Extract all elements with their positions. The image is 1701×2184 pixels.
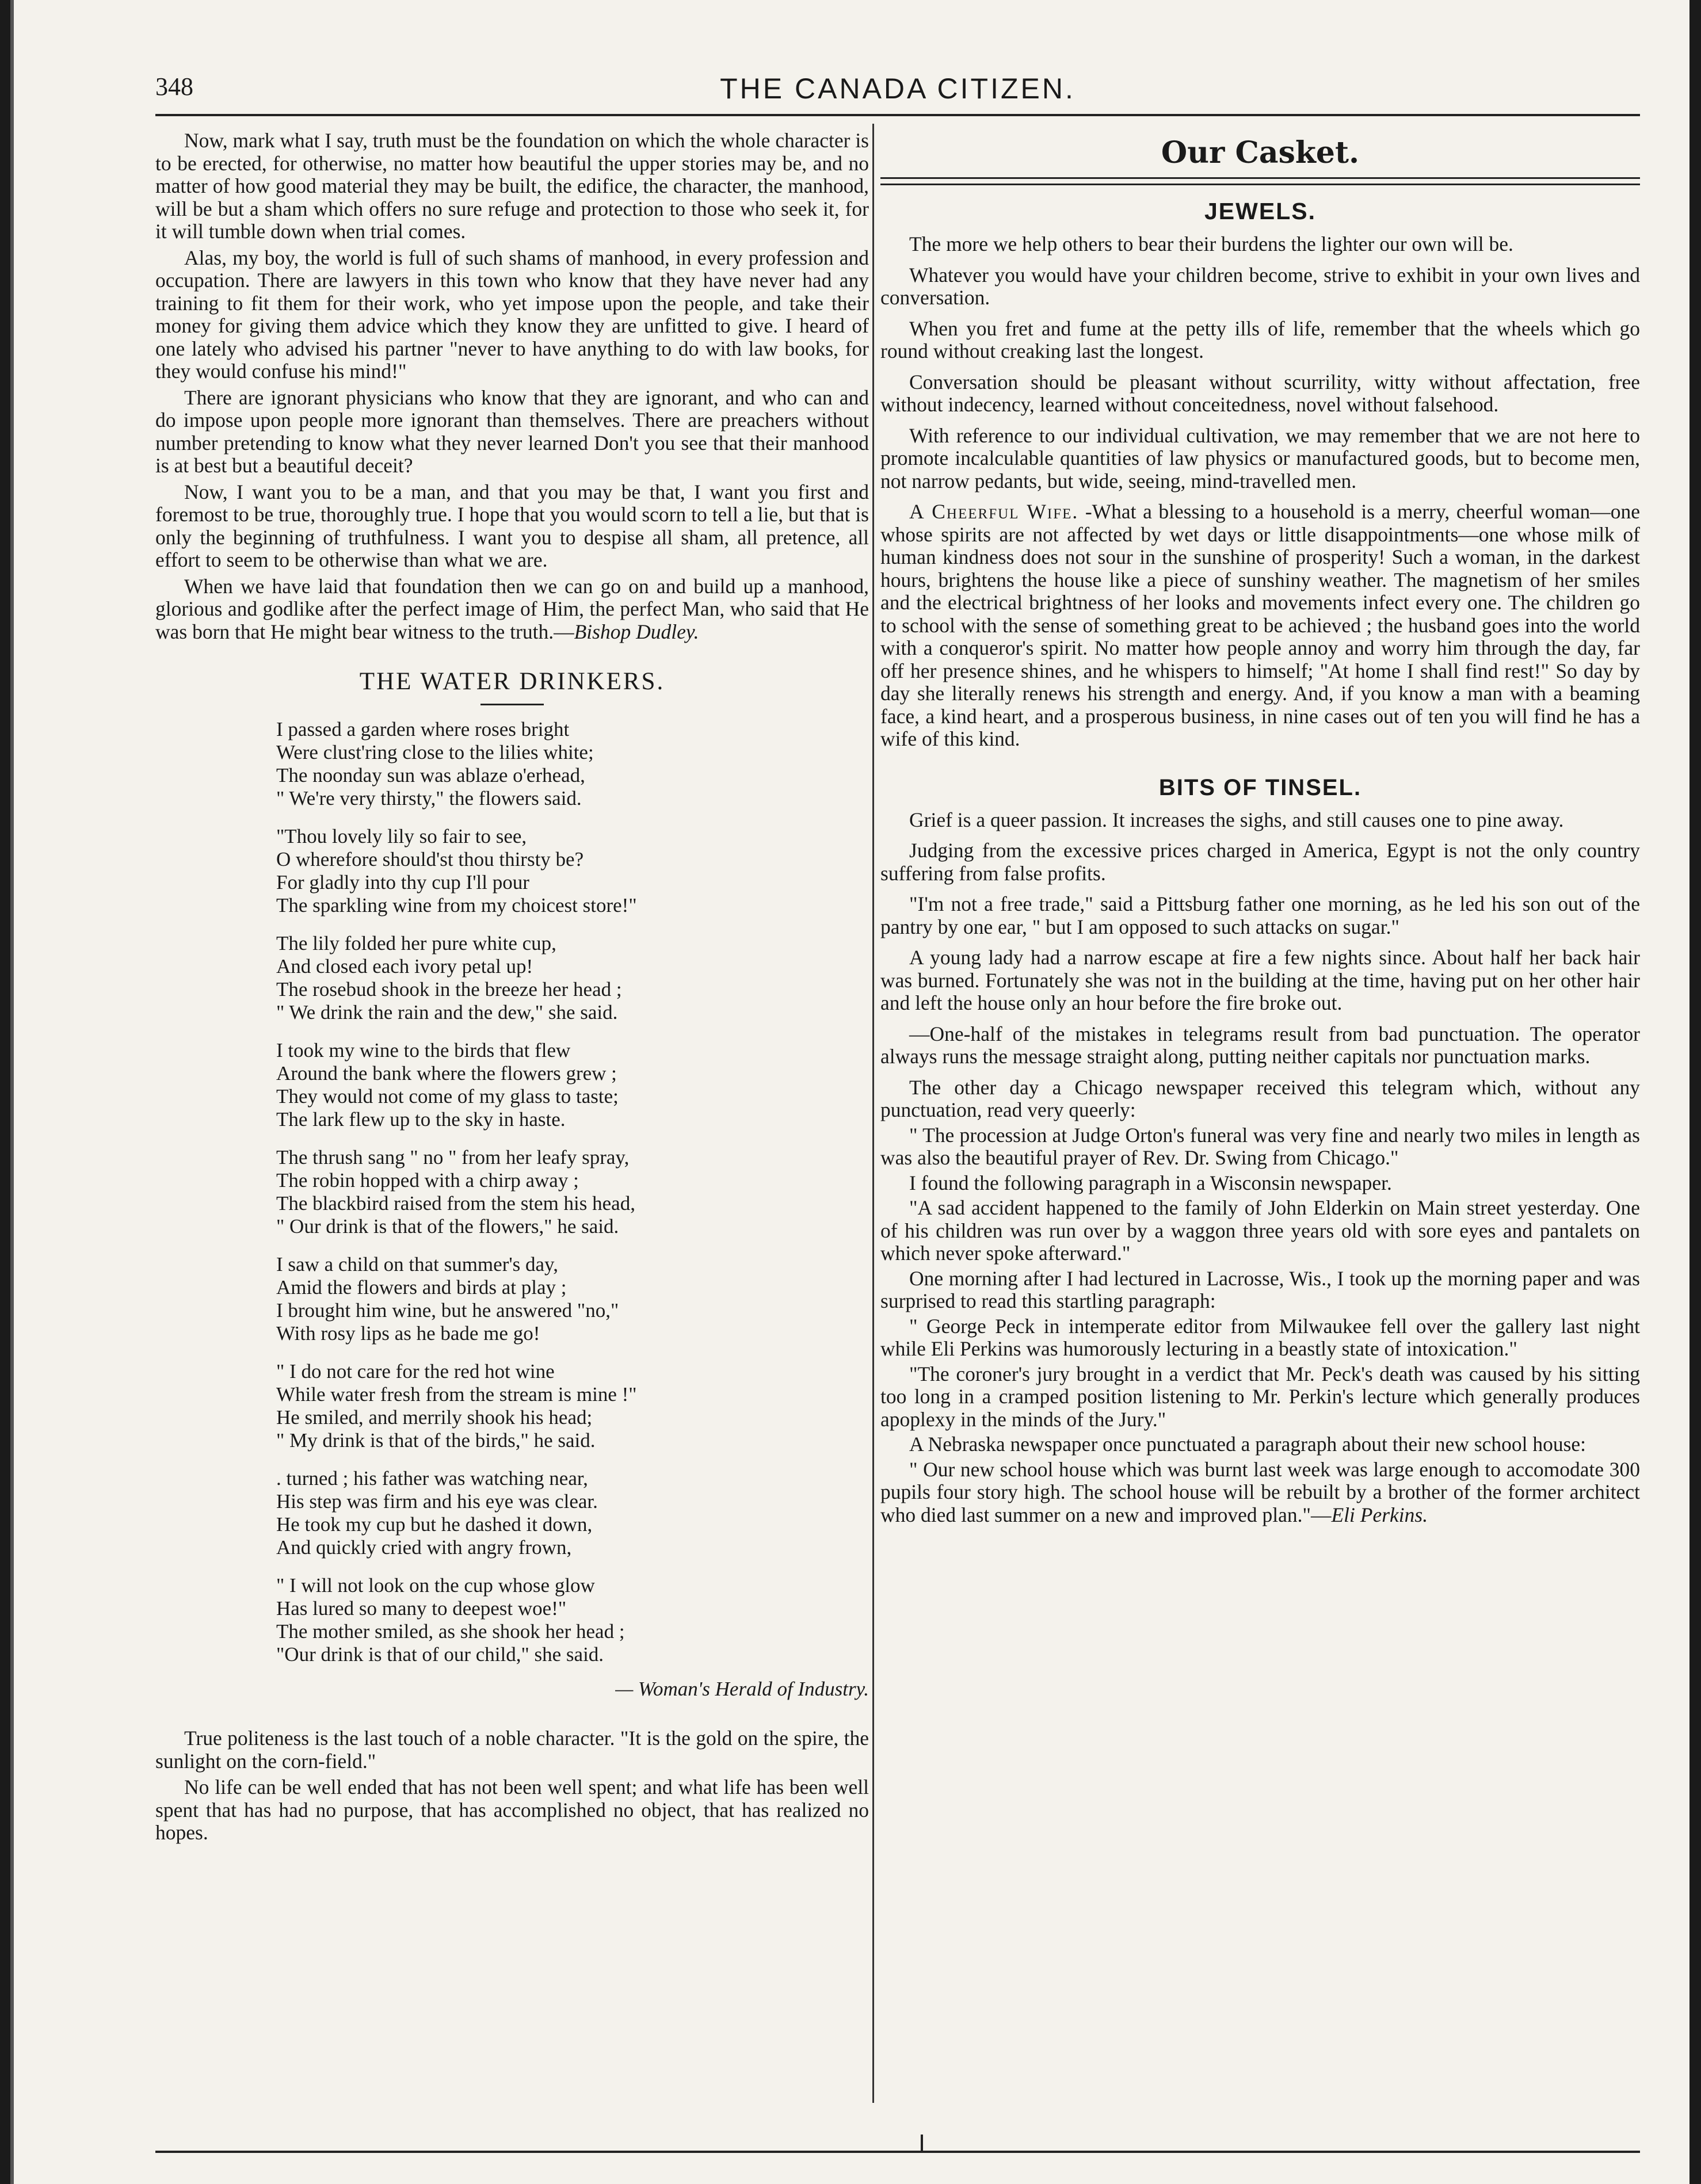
poem-stanza	[276, 1574, 869, 1666]
tinsel-item	[880, 1172, 1640, 1195]
tinsel-item-text: I found the following paragraph in a Wisconsin newspaper.	[909, 1171, 1392, 1194]
article-paragraph: Alas, my boy, the world is full of such shams of manhood, in every profession and occupation. There are lawyers in this town who know that they have never had any training to fit them for their work, who yet impose upon the people, and take their money for giving them advice which they know they are unfitted to give. I heard of one lately who advised his partner "never to have anything to do with law books, for they would confuse his mind!"	[155, 246, 869, 383]
poem-line: O wherefore should'st thou thirsty be?	[276, 848, 584, 870]
poem-stanza	[276, 1039, 869, 1131]
tinsel-list	[880, 809, 1640, 1527]
poem-line: The rosebud shook in the breeze her head ;	[276, 978, 622, 1001]
cheerful-wife-paragraph	[880, 501, 1640, 751]
tinsel-item-text: "A sad accident happened to the family of John Elderkin on Main street yesterday. One of his children was run over by a waggon three years old with sore eyes and pantalets on which never spoke afterward."	[880, 1196, 1640, 1265]
tinsel-item-text: " Our new school house which was burnt last week was large enough to accomodate 300 pupils four story high. The school house will be rebuilt by a brother of the former architect who died last summer on a new and improved plan."—	[880, 1457, 1640, 1526]
poem-stanza	[276, 718, 869, 810]
poem-line: "Our drink is that of our child," she said.	[276, 1643, 604, 1666]
tinsel-item-text: A Nebraska newspaper once punctuated a paragraph about their new school house:	[909, 1433, 1586, 1456]
tinsel-item	[880, 1023, 1640, 1068]
poem-line: His step was firm and his eye was clear.	[276, 1490, 598, 1513]
poem-line: The sparkling wine from my choicest store!"	[276, 894, 637, 917]
poem-stanza	[276, 1146, 869, 1238]
page-number: 348	[155, 72, 193, 101]
poem-line: Were clust'ring close to the lilies white;	[276, 741, 594, 763]
tinsel-item	[880, 1267, 1640, 1313]
poem-stanza	[276, 932, 869, 1024]
tinsel-item-text: A young lady had a narrow escape at fire a few nights since. About half her back hair was burned. Fortunately she was not in the building at the time, having put on her other hair and left the house only an hour before the fire broke out.	[880, 946, 1640, 1014]
jewel-item: Whatever you would have your children become, strive to exhibit in your own lives and conversation.	[880, 263, 1640, 309]
double-rule	[880, 177, 1640, 185]
poem-stanza	[276, 1360, 869, 1452]
tinsel-item-text: —One-half of the mistakes in telegrams result from bad punctuation. The operator always runs the message straight along, putting neither capitals nor punctuation marks.	[880, 1022, 1640, 1068]
tinsel-item	[880, 1363, 1640, 1431]
jewel-item: Conversation should be pleasant without scurrility, witty without affectation, free without indecency, learned without conceitedness, novel without falsehood.	[880, 370, 1640, 416]
poem-line: The lark flew up to the sky in haste.	[276, 1108, 566, 1131]
poem-line: The lily folded her pure white cup,	[276, 932, 556, 954]
jewel-item: When you fret and fume at the petty ills of life, remember that the wheels which go round without creaking last the longest.	[880, 316, 1640, 362]
scan-edge-right	[1689, 0, 1701, 2184]
poem-line: The noonday sun was ablaze o'erhead,	[276, 764, 585, 786]
tinsel-item-text: "The coroner's jury brought in a verdict that Mr. Peck's death was caused by his sitting too long in a cramped position listening to Mr. Perkin's lecture which generally produces apoplexy in the minds of the Jury."	[880, 1362, 1640, 1431]
tinsel-item-text: " The procession at Judge Orton's funeral was very fine and nearly two miles in length as was also the beautiful prayer of Rev. Dr. Swing from Chicago."	[880, 1123, 1640, 1169]
article-paragraph-last	[155, 575, 869, 644]
poem-line: The blackbird raised from the stem his head,	[276, 1192, 635, 1215]
left-column	[155, 129, 869, 1848]
article-paragraph: There are ignorant physicians who know that they are ignorant, and who can and do impose upon people more ignorant than themselves. There are preachers without number pretending to know what they never learned Don't you see that their manhood is at best but a beautiful deceit?	[155, 385, 869, 477]
tinsel-byline: Eli Perkins.	[1331, 1503, 1428, 1526]
right-column	[880, 129, 1640, 1529]
tinsel-item	[880, 1315, 1640, 1361]
tinsel-item	[880, 893, 1640, 938]
page-header	[155, 72, 1640, 112]
poem-line: With rosy lips as he bade me go!	[276, 1322, 540, 1345]
closing-paragraph: No life can be well ended that has not been well spent; and what life has been well spent that has had no purpose, that has accomplished no object, that has realized no hopes.	[155, 1776, 869, 1844]
poem-stanza	[276, 825, 869, 917]
article-byline: Bishop Dudley.	[574, 620, 699, 643]
tinsel-item-text: Grief is a queer passion. It increases the sighs, and still causes one to pine away.	[909, 808, 1564, 831]
tinsel-item	[880, 1458, 1640, 1527]
masthead-title: THE CANADA CITIZEN.	[720, 72, 1075, 105]
header-rule	[155, 114, 1640, 116]
poem-line: I saw a child on that summer's day,	[276, 1253, 559, 1276]
poem-line: " My drink is that of the birds," he said.	[276, 1429, 596, 1452]
poem-line: "Thou lovely lily so fair to see,	[276, 825, 527, 847]
tinsel-item-text: Judging from the excessive prices charged in America, Egypt is not the only country suffering from false profits.	[880, 839, 1640, 885]
closing-paragraph: True politeness is the last touch of a noble character. "It is the gold on the spire, the sunlight on the corn-field."	[155, 1727, 869, 1773]
cheerful-wife-lead: A Cheerful Wife.	[909, 500, 1079, 523]
tinsel-item	[880, 1197, 1640, 1265]
poem-line: The mother smiled, as she shook her head ;	[276, 1620, 625, 1643]
poem-line: The thrush sang " no " from her leafy spray,	[276, 1146, 630, 1169]
poem-line: He smiled, and merrily shook his head;	[276, 1406, 593, 1429]
poem-line: " Our drink is that of the flowers," he said.	[276, 1215, 619, 1238]
jewel-item: With reference to our individual cultivation, we may remember that we are not here to promote incalculable quantities of law physics or manufactured goods, but to become men, not narrow pedants, but wide, seeing, mind-travelled men.	[880, 423, 1640, 492]
poem-attribution: — Woman's Herald of Industry.	[615, 1678, 869, 1700]
poem-line: " We drink the rain and the dew," she said.	[276, 1001, 618, 1024]
poem-line: He took my cup but he dashed it down,	[276, 1513, 593, 1536]
poem-line: . turned ; his father was watching near,	[276, 1467, 588, 1490]
poem-line: And closed each ivory petal up!	[276, 955, 533, 978]
poem-line: For gladly into thy cup I'll pour	[276, 871, 529, 894]
tinsel-item-text: One morning after I had lectured in Lacrosse, Wis., I took up the morning paper and was surprised to read this startling paragraph:	[880, 1266, 1640, 1312]
jewel-item: The more we help others to bear their burdens the lighter our own will be.	[909, 232, 1513, 255]
poem-line: While water fresh from the stream is mine !"	[276, 1383, 637, 1406]
poem	[155, 718, 869, 1666]
poem-stanza	[276, 1467, 869, 1559]
poem-line: Around the bank where the flowers grew ;	[276, 1062, 617, 1085]
poem-line: And quickly cried with angry frown,	[276, 1536, 572, 1559]
tinsel-item-text: " George Peck in intemperate editor from Milwaukee fell over the gallery last night while Eli Perkins was humorously lecturing in a beastly state of intoxication."	[880, 1314, 1640, 1360]
article-paragraph-text: When we have laid that foundation then we can go on and build up a manhood, glorious and godlike after the perfect image of Him, the perfect Man, who said that He was born that He might bear witness to the truth.—	[155, 574, 869, 643]
section-title-tinsel: BITS OF TINSEL.	[1158, 774, 1362, 800]
tinsel-item	[880, 1433, 1640, 1456]
article-paragraph: Now, I want you to be a man, and that you may be that, I want you first and foremost to be true, thoroughly true. I hope that you would scorn to tell a lie, but that is only the beginning of truthfulness. I want you to despise all sham, all pretence, all effort to seem to be otherwise than what we are.	[155, 480, 869, 571]
poem-line: Amid the flowers and birds at play ;	[276, 1276, 567, 1299]
poem-line: I took my wine to the birds that flew	[276, 1039, 571, 1062]
section-title-jewels: JEWELS.	[1204, 198, 1316, 224]
tinsel-item-text: The other day a Chicago newspaper received this telegram which, without any punctuation, read very queerly:	[880, 1075, 1640, 1121]
poem-line: I passed a garden where roses bright	[276, 718, 570, 740]
tinsel-item	[880, 1124, 1640, 1170]
poem-line: " I will not look on the cup whose glow	[276, 1574, 595, 1597]
section-title-casket: Our Casket.	[1161, 135, 1360, 170]
title-rule	[480, 704, 544, 705]
tinsel-item	[880, 1076, 1640, 1122]
article-paragraph: Now, mark what I say, truth must be the foundation on which the whole character is to be erected, for otherwise, no matter how beautiful the upper stories may be, and no matter of how good material they may be built, the edifice, the character, the manhood, will be but a sham which offers no sure refuge and protection to those who seek it, for it will tumble down when trial comes.	[155, 129, 869, 243]
poem-stanza	[276, 1253, 869, 1345]
cheerful-wife-body: -What a blessing to a household is a merry, cheerful woman—one whose spirits are not affected by wet days or little disappointments—one whose milk of human kindness does not sour in the sunshine of prosperity! Such a woman, in the darkest hours, brightens the house like a piece of sunshiny weather. The magnetism of her smiles and the electrical brightness of her looks and movements infect every one. The children go to school with the sense of something great to be achieved ; the husband goes into the world with a conqueror's spirit. No matter how people annoy and worry him through the day, far off her presence shines, and he whispers to himself; "At home I shall find rest!" So day by day she literally renews his strength and energy. And, if you know a man with a beaming face, a kind heart, and a prosperous business, in nine cases out of ten you will find he has a wife of this kind.	[880, 500, 1640, 750]
poem-line: Has lured so many to deepest woe!"	[276, 1597, 567, 1620]
tinsel-item-text: "I'm not a free trade," said a Pittsburg father one morning, as he led his son out of the pantry by one ear, " but I am opposed to such attacks on sugar."	[880, 892, 1640, 938]
tinsel-item	[880, 946, 1640, 1015]
footer-rule	[155, 2151, 1640, 2153]
poem-line: They would not come of my glass to taste;	[276, 1085, 619, 1108]
poem-line: " I do not care for the red hot wine	[276, 1360, 555, 1383]
poem-title: THE WATER DRINKERS.	[359, 668, 665, 695]
tinsel-item	[880, 809, 1640, 832]
scan-edge-left	[0, 0, 22, 2184]
poem-line: I brought him wine, but he answered "no,"	[276, 1299, 619, 1322]
poem-line: The robin hopped with a chirp away ;	[276, 1169, 579, 1192]
column-divider	[872, 124, 874, 2103]
tinsel-item	[880, 839, 1640, 885]
poem-line: " We're very thirsty," the flowers said.	[276, 787, 582, 810]
